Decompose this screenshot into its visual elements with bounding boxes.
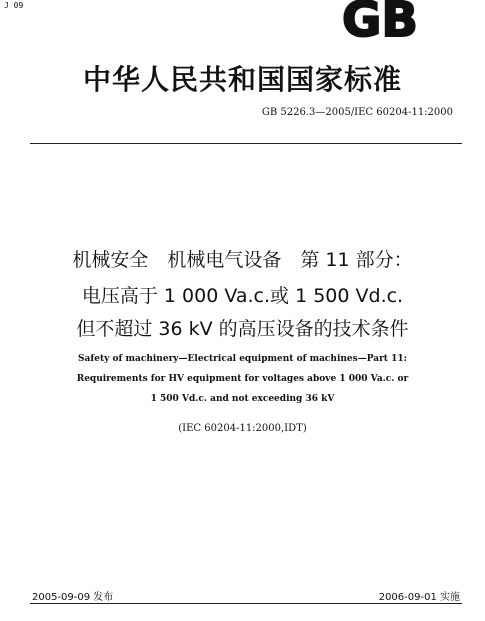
title-en-line-3: 1 500 Vd.c. and not exceeding 36 kV bbox=[150, 394, 335, 404]
title-en-line-1: Safety of machinery—Electrical equipment of machines—Part 11: bbox=[78, 354, 407, 364]
implementation-date: 2006-09-01 实施 bbox=[378, 592, 460, 603]
gb-logo-text: GB bbox=[342, 0, 418, 40]
header-divider bbox=[30, 143, 462, 144]
gb-logo bbox=[318, 0, 442, 40]
title-en-line-2: Requirements for HV equipment for voltages above 1 000 Va.c. or bbox=[76, 374, 409, 384]
equivalence-note: (IEC 60204-11:2000,IDT) bbox=[178, 423, 307, 434]
ics-code: J 09 bbox=[4, 1, 24, 10]
title-cn-line-3: 但不超过 36 kV 的高压设备的技术条件 bbox=[76, 318, 409, 340]
title-cn-line-1: 机械安全 机械电气设备 第 11 部分： bbox=[72, 249, 413, 271]
title-cn-line-2: 电压高于 1 000 Va.c.或 1 500 Vd.c. bbox=[81, 285, 404, 307]
standard-number: GB 5226.3—2005/IEC 60204-11:2000 bbox=[261, 107, 453, 118]
standard-title: 中华人民共和国国家标准 bbox=[82, 63, 402, 96]
issue-date: 2005-09-09 发布 bbox=[32, 592, 114, 603]
footer-divider bbox=[30, 603, 462, 604]
